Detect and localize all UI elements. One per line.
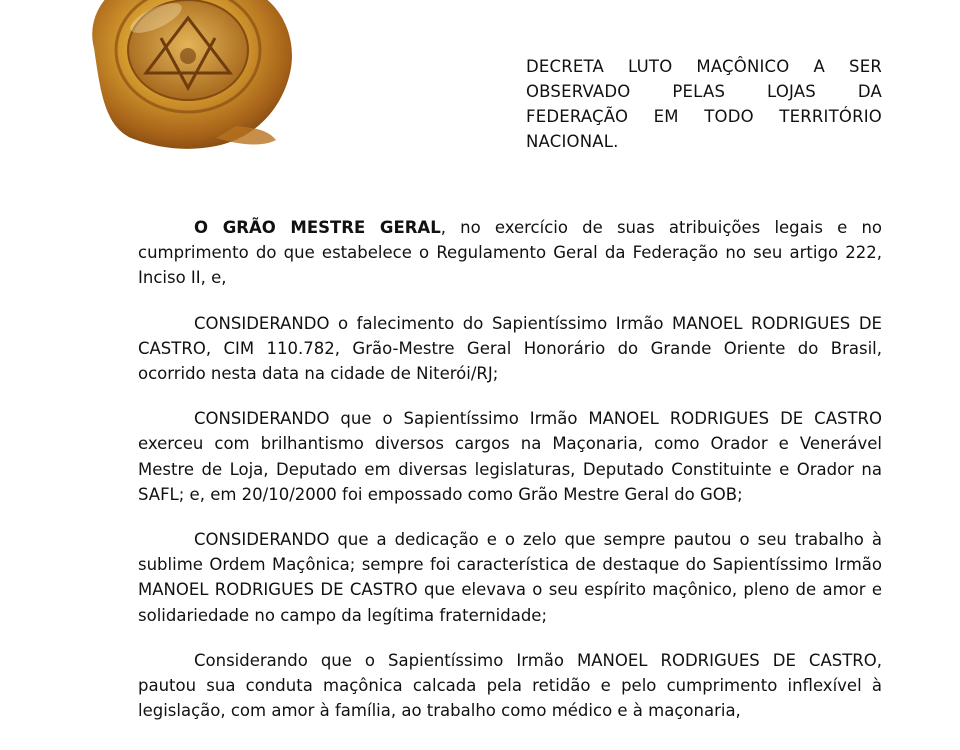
decree-heading: [526, 54, 882, 154]
paragraph-considerando-2: CONSIDERANDO que o Sapientíssimo Irmão MANOEL RODRIGUES DE CASTRO exerceu com brilhantismo diversos cargos na Maçonaria, como Orador e Venerável Mestre de Loja, Deputado em diversas legislaturas, Deputado Constituinte e Orador na SAFL; e, em 20/10/2000 foi empossado como Grão Mestre Geral do GOB;: [138, 409, 882, 504]
heading-line-2: OBSERVADO PELAS LOJAS DA: [526, 82, 882, 101]
paragraph-considerando-3: CONSIDERANDO que a dedicação e o zelo que sempre pautou o seu trabalho à sublime Ordem Maçônica; sempre foi característica de destaque do Sapientíssimo Irmão MANOEL RODRIGUES DE CASTRO que elevava o seu espírito maçônico, pleno de amor e solidariedade no campo da legítima fraternidade;: [138, 530, 882, 625]
paragraph-considerando-4: Considerando que o Sapientíssimo Irmão MANOEL RODRIGUES DE CASTRO, pautou sua conduta maçônica calcada pela retidão e pelo cumprimento inflexível à legislação, com amor à família, ao trabalho como médico e à maçonaria,: [138, 650, 882, 721]
masonic-wax-seal-icon: [76, 0, 298, 150]
heading-line-3: FEDERAÇÃO EM TODO TERRITÓRIO: [526, 107, 882, 126]
decree-body: [138, 215, 882, 743]
preamble-text: , no exercício de suas atribuições legais e no cumprimento do que estabelece o Regulamento Geral da Federação no seu artigo 222, Inciso II, e,: [138, 218, 882, 288]
heading-line-4: NACIONAL.: [526, 132, 619, 151]
heading-line-1: DECRETA LUTO MAÇÔNICO A SER: [526, 57, 882, 76]
paragraph-considerando-1: CONSIDERANDO o falecimento do Sapientíssimo Irmão MANOEL RODRIGUES DE CASTRO, CIM 110.782, Grão-Mestre Geral Honorário do Grande Oriente do Brasil, ocorrido nesta data na cidade de Niterói/RJ;: [138, 313, 882, 384]
paragraph-preamble: [138, 215, 882, 291]
grand-master-title: O GRÃO MESTRE GERAL: [194, 218, 441, 237]
